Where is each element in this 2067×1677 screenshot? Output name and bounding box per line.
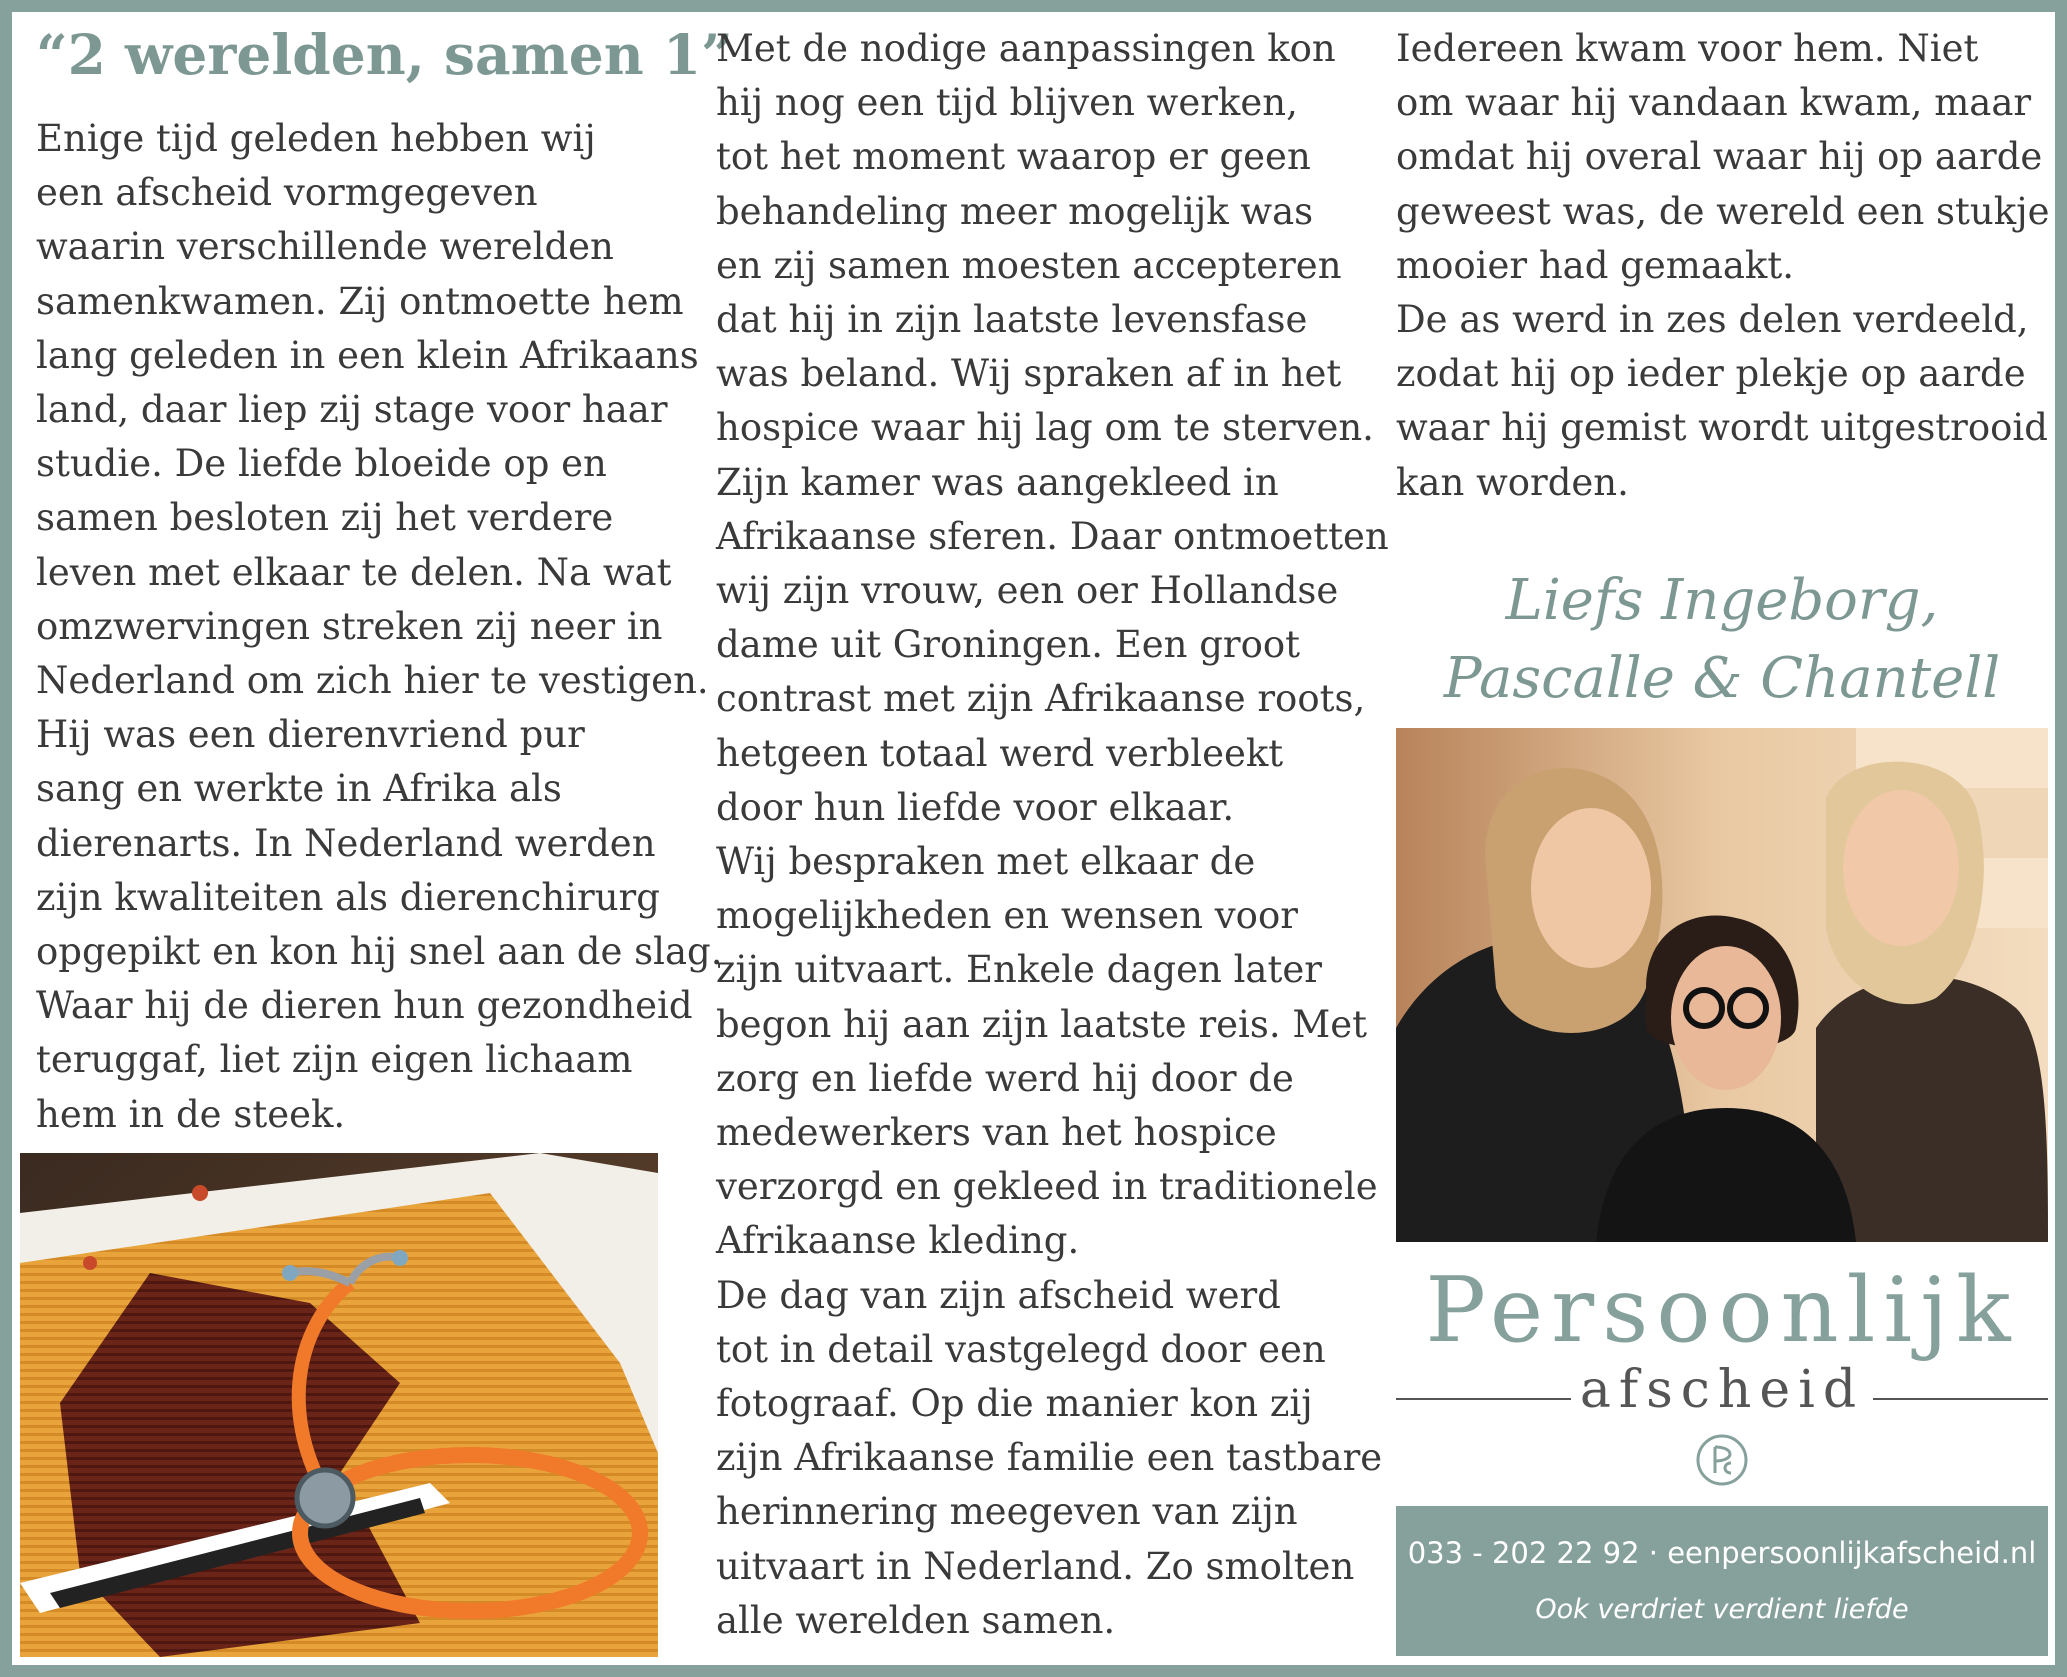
divider-line: [1873, 1398, 2048, 1400]
text-line: omzwervingen streken zij neer in: [36, 604, 663, 648]
text-line: medewerkers van het hospice: [716, 1111, 1277, 1155]
text-line: dat hij in zijn laatste levensfase: [716, 298, 1308, 342]
text-line: Enige tijd geleden hebben wij: [36, 117, 596, 160]
team-photo: [1396, 728, 2048, 1242]
team-illustration: [1396, 728, 2048, 1242]
article-column-1: [36, 112, 722, 1142]
text-line: samenkwamen. Zij ontmoette hem: [36, 279, 684, 323]
article-headline: “2 werelden, samen 1”: [36, 22, 733, 87]
text-line: wij zijn vrouw, een oer Hollandse: [716, 569, 1339, 613]
text-line: Zijn kamer was aangekleed in: [716, 460, 1279, 504]
text-line: en zij samen moesten accepteren: [716, 243, 1342, 287]
text-line: contrast met zijn Afrikaanse roots,: [716, 677, 1366, 721]
text-line: sang en werkte in Afrika als: [36, 767, 562, 811]
stethoscope-illustration: [20, 1153, 658, 1657]
text-line: hospice waar hij lag om te sterven.: [716, 406, 1374, 450]
text-line: Met de nodige aanpassingen kon: [716, 27, 1336, 70]
text-line: De dag van zijn afscheid werd: [716, 1273, 1281, 1317]
text-line: leven met elkaar te delen. Na wat: [36, 550, 672, 594]
text-line: fotograaf. Op die manier kon zij: [716, 1382, 1313, 1426]
text-line: dame uit Groningen. Een groot: [716, 623, 1301, 667]
text-line: opgepikt en kon hij snel aan de slag.: [36, 930, 723, 974]
text-line: tot het moment waarop er geen: [716, 135, 1311, 179]
text-line: Waar hij de dieren hun gezondheid: [36, 984, 693, 1028]
text-line: herinnering meegeven van zijn: [716, 1490, 1298, 1534]
text-line: teruggaf, liet zijn eigen lichaam: [36, 1038, 633, 1082]
tagline: Ook verdriet verdient liefde: [1535, 1594, 1909, 1625]
text-line: omdat hij overal waar hij op aarde: [1396, 135, 2043, 179]
text-line: hetgeen totaal werd verbleekt: [716, 731, 1284, 775]
stethoscope-photo: [20, 1153, 658, 1657]
text-line: mogelijkheden en wensen voor: [716, 894, 1298, 938]
text-line: verzorgd en gekleed in traditionele: [716, 1165, 1378, 1209]
signature: [1396, 562, 2048, 718]
text-line: waar hij gemist wordt uitgestrooid: [1396, 406, 2048, 450]
text-line: om waar hij vandaan kwam, maar: [1396, 81, 2032, 125]
text-line: Afrikaanse kleding.: [716, 1219, 1080, 1263]
text-line: was beland. Wij spraken af in het: [716, 352, 1342, 396]
text-line: samen besloten zij het verdere: [36, 496, 614, 540]
article-column-2: [716, 22, 1389, 1648]
text-line: land, daar liep zij stage voor haar: [36, 388, 668, 432]
text-line: door hun liefde voor elkaar.: [716, 785, 1235, 829]
text-line: studie. De liefde bloeide op en: [36, 442, 607, 486]
text-line: behandeling meer mogelijk was: [716, 189, 1314, 233]
text-line: tot in detail vastgelegd door een: [716, 1327, 1326, 1371]
text-line: alle werelden samen.: [716, 1598, 1116, 1642]
contact-box: [1396, 1506, 2048, 1656]
text-line: Hij was een dierenvriend pur: [36, 713, 585, 757]
text-line: uitvaart in Nederland. Zo smolten: [716, 1544, 1355, 1588]
signature-line: Liefs Ingeborg,: [1505, 568, 1939, 633]
text-line: zijn Afrikaanse familie een tastbare: [716, 1436, 1383, 1480]
text-line: dierenarts. In Nederland werden: [36, 821, 656, 865]
text-line: zijn uitvaart. Enkele dagen later: [716, 948, 1322, 992]
text-line: hem in de steek.: [36, 1092, 346, 1136]
text-line: De as werd in zes delen verdeeld,: [1396, 298, 2029, 342]
text-line: een afscheid vormgegeven: [36, 171, 538, 215]
text-line: mooier had gemaakt.: [1396, 243, 1794, 287]
text-line: Wij bespraken met elkaar de: [716, 840, 1256, 884]
ps-monogram-icon: [1695, 1433, 1749, 1487]
text-line: kan worden.: [1396, 460, 1629, 504]
text-line: hij nog een tijd blijven werken,: [716, 81, 1298, 125]
contact-info: 033 - 202 22 92 · eenpersoonlijkafscheid.nl: [1407, 1536, 2037, 1570]
text-line: zijn kwaliteiten als dierenchirurg: [36, 875, 660, 919]
text-line: lang geleden in een klein Afrikaans: [36, 333, 699, 377]
text-line: waarin verschillende werelden: [36, 225, 614, 269]
text-line: Iedereen kwam voor hem. Niet: [1396, 27, 1979, 70]
text-line: Nederland om zich hier te vestigen.: [36, 659, 709, 703]
text-line: zorg en liefde werd hij door de: [716, 1056, 1294, 1100]
text-line: zodat hij op ieder plekje op aarde: [1396, 352, 2026, 396]
article-column-3: [1396, 22, 2050, 510]
signature-line: Pascalle & Chantell: [1443, 646, 2001, 711]
brand-subtitle-row: [1396, 1360, 2048, 1420]
brand-subtitle: afscheid: [1579, 1360, 1865, 1420]
text-line: geweest was, de wereld een stukje: [1396, 189, 2050, 233]
text-line: Afrikaanse sferen. Daar ontmoetten: [716, 514, 1389, 558]
brand-name: Persoonlijk: [1425, 1258, 2019, 1363]
text-line: begon hij aan zijn laatste reis. Met: [716, 1002, 1368, 1046]
